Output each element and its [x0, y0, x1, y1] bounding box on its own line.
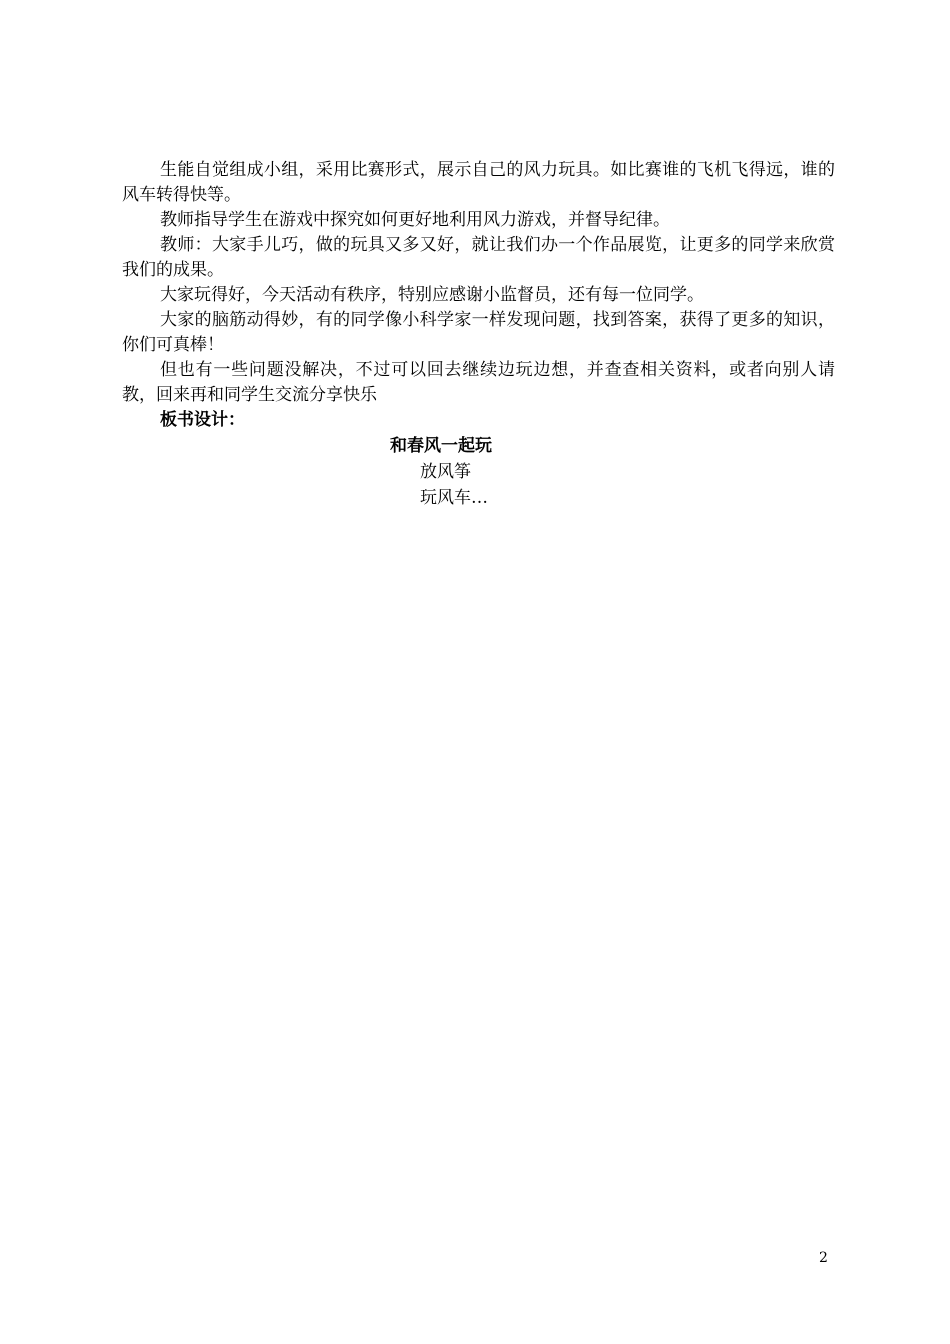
paragraph: 大家玩得好，今天活动有秩序，特别应感谢小监督员，还有每一位同学。: [160, 285, 704, 305]
page-number: 2: [819, 1250, 828, 1266]
paragraph: 生能自觉组成小组，采用比赛形式，展示自己的风力玩具。如比赛谁的飞机飞得远，谁的风车转得快等。: [122, 160, 835, 205]
board-design-heading: 板书设计：: [160, 410, 245, 430]
paragraph: 大家的脑筋动得妙，有的同学像小科学家一样发现问题，找到答案，获得了更多的知识，你们可真棒！: [122, 310, 835, 355]
board-title: 和春风一起玩: [390, 436, 492, 456]
body-text: [122, 158, 835, 433]
paragraph: 教师：大家手儿巧，做的玩具又多又好，就让我们办一个作品展览，让更多的同学来欣赏我们的成果。: [122, 235, 835, 280]
paragraph: 但也有一些问题没解决，不过可以回去继续边玩边想，并查查相关资料，或者向别人请教，回来再和同学生交流分享快乐: [122, 360, 835, 405]
board-line: 玩风车…: [420, 488, 488, 508]
paragraph: 教师指导学生在游戏中探究如何更好地利用风力游戏，并督导纪律。: [160, 210, 670, 230]
board-line: 放风筝: [420, 462, 471, 482]
